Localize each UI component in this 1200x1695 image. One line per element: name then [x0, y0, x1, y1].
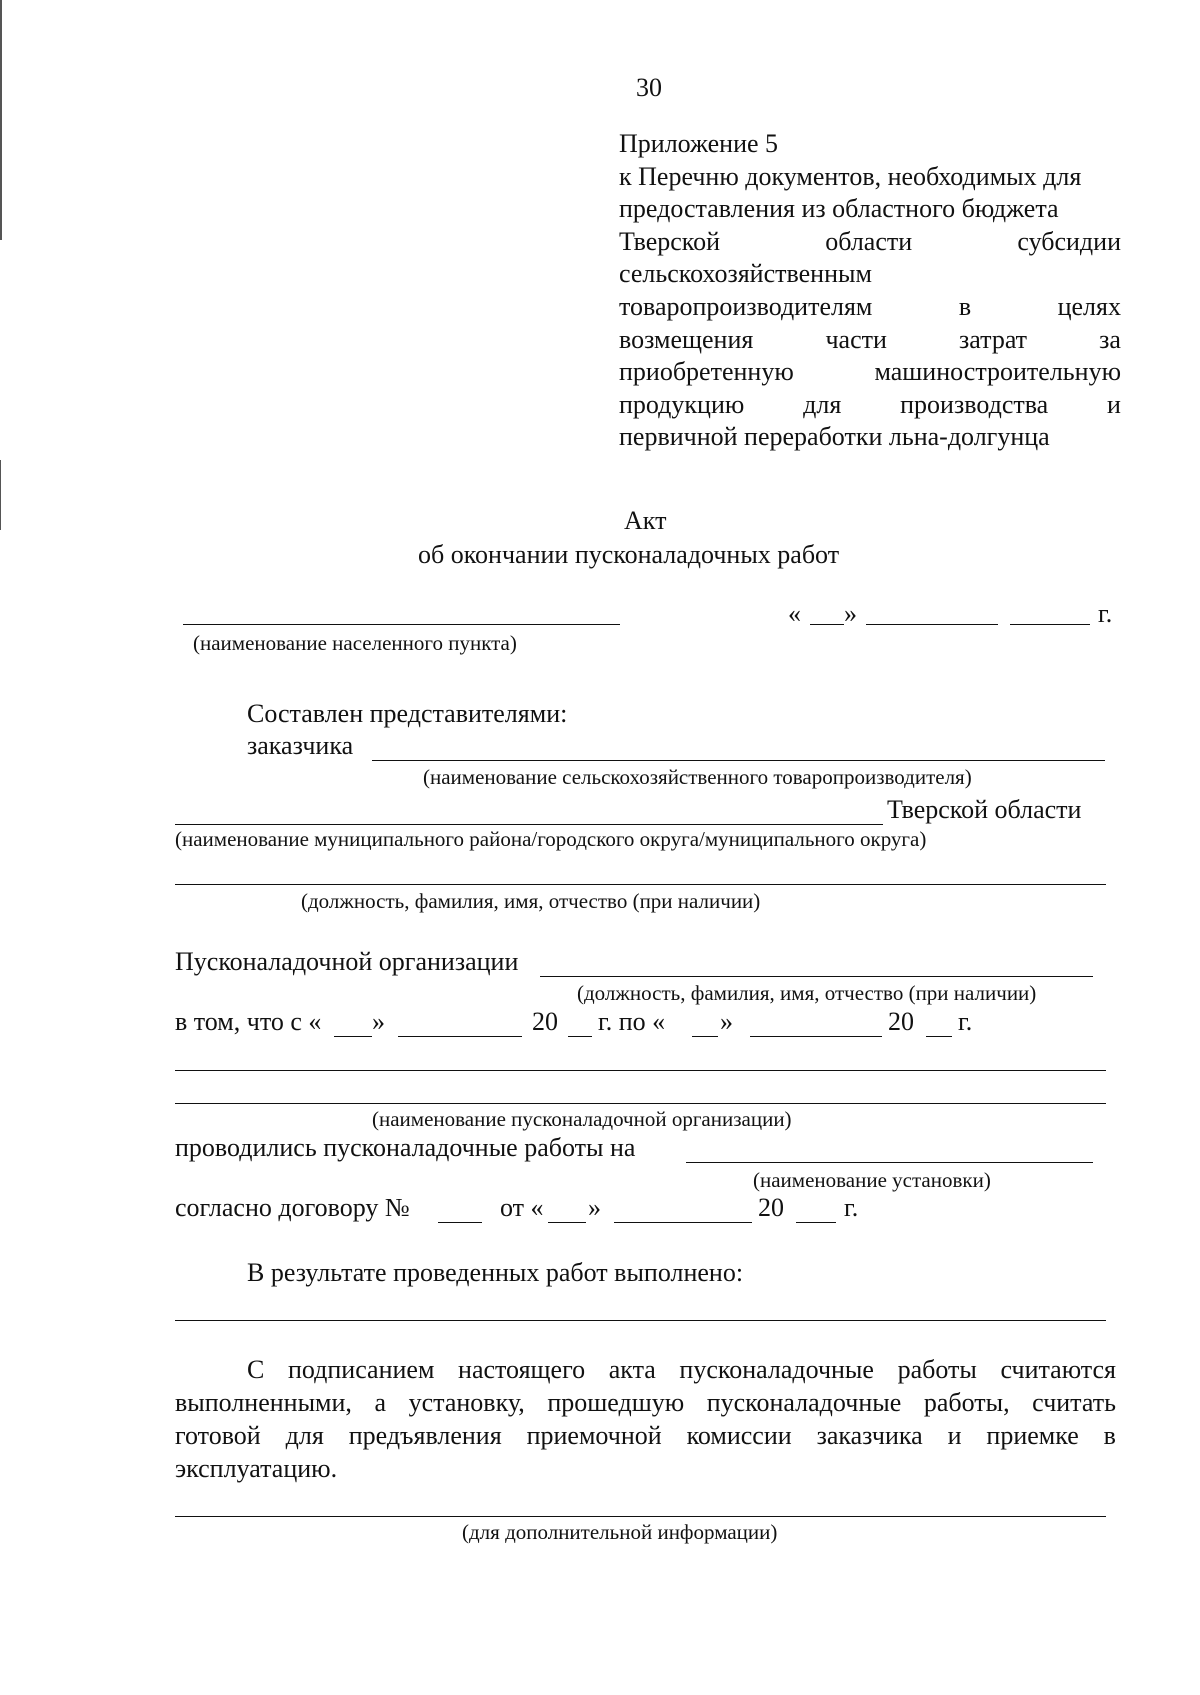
word: заказчика — [816, 1421, 923, 1450]
org-name-caption: (наименование пусконаладочной организации) — [372, 1107, 792, 1131]
word: продукцию — [619, 389, 745, 419]
date-year-line[interactable] — [1010, 624, 1090, 625]
conclusion-line — [175, 1420, 1116, 1452]
works-label: проводились пусконаладочные работы на — [175, 1133, 636, 1162]
customer-field-line[interactable] — [372, 760, 1105, 761]
word: машиностроительную — [874, 357, 1121, 387]
contract-day-line[interactable] — [548, 1222, 586, 1223]
word: субсидии — [1017, 226, 1121, 256]
word: и — [947, 1421, 962, 1450]
scan-edge-mark — [0, 460, 1, 530]
contract-year-suffix: г. — [844, 1193, 859, 1222]
word: части — [825, 324, 887, 354]
date-month-line[interactable] — [866, 624, 998, 625]
word: предъявления — [348, 1421, 502, 1450]
appendix-line: сельскохозяйственным — [619, 259, 872, 289]
word: комиссии — [686, 1421, 792, 1450]
word: за — [1099, 324, 1121, 354]
word: готовой — [175, 1421, 261, 1450]
word: а — [374, 1388, 387, 1417]
word: производства — [900, 389, 1049, 419]
appendix-line — [619, 226, 1121, 259]
extra-info-caption: (для дополнительной информации) — [462, 1520, 778, 1544]
appendix-line: к Перечню документов, необходимых для — [619, 161, 1082, 191]
period-end-suffix: г. — [958, 1007, 973, 1036]
period-middle: г. по « — [598, 1007, 666, 1036]
word: в — [1103, 1421, 1116, 1450]
word: прошедшую — [547, 1388, 685, 1417]
conclusion-line — [175, 1354, 1116, 1386]
word: и — [1107, 389, 1121, 419]
word: возмещения — [619, 324, 754, 354]
date-day-line[interactable] — [810, 624, 844, 625]
commissioning-org-label: Пусконаладочной организации — [175, 947, 519, 976]
org-name-line[interactable] — [175, 1070, 1106, 1071]
word: считаются — [1000, 1355, 1116, 1384]
word: настоящего — [458, 1355, 586, 1384]
word: подписанием — [287, 1355, 435, 1384]
date-close-quote: » — [844, 599, 857, 628]
result-field-line[interactable] — [175, 1320, 1106, 1321]
composed-intro: Составлен представителями: — [247, 699, 568, 728]
result-label: В результате проведенных работ выполнено: — [247, 1258, 744, 1287]
place-caption: (наименование населенного пункта) — [193, 631, 517, 655]
region-caption: (наименование муниципального района/городского округа/муниципального округа) — [175, 827, 927, 851]
page-number: 30 — [636, 73, 662, 102]
word: работы, — [923, 1388, 1010, 1417]
date-open-quote: « — [788, 599, 801, 628]
appendix-block — [619, 128, 1121, 454]
appendix-line — [619, 324, 1121, 357]
commissioning-person-caption: (должность, фамилия, имя, отчество (при наличии) — [577, 981, 1037, 1005]
place-field-line[interactable] — [183, 624, 620, 625]
extra-info-line[interactable] — [175, 1516, 1106, 1517]
word: С — [247, 1355, 265, 1384]
appendix-line: первичной переработки льна-долгунца — [619, 422, 1050, 452]
period-start-year-line[interactable] — [568, 1036, 592, 1037]
period-prefix: в том, что с « — [175, 1007, 322, 1036]
word: товаропроизводителям — [619, 291, 873, 321]
word: приобретенную — [619, 357, 794, 387]
region-suffix: Тверской области — [887, 795, 1082, 824]
period-quote-close: » — [372, 1007, 385, 1036]
date-year-suffix: г. — [1098, 599, 1113, 628]
conclusion-line: эксплуатацию. — [175, 1454, 338, 1483]
org-name-line-2[interactable] — [175, 1103, 1106, 1104]
commissioning-person-line[interactable] — [540, 976, 1093, 977]
word: приемке — [986, 1421, 1079, 1450]
contract-month-line[interactable] — [614, 1222, 752, 1223]
contract-year-line[interactable] — [796, 1222, 836, 1223]
region-field-line[interactable] — [175, 824, 883, 825]
word: для — [803, 389, 842, 419]
word: считать — [1032, 1388, 1116, 1417]
contract-from-label: от « — [500, 1193, 544, 1222]
installation-caption: (наименование установки) — [753, 1168, 991, 1192]
appendix-line: предоставления из областного бюджета — [619, 194, 1059, 224]
appendix-line — [619, 356, 1121, 389]
period-start-month-line[interactable] — [398, 1036, 522, 1037]
contract-number-line[interactable] — [438, 1222, 482, 1223]
word: для — [285, 1421, 324, 1450]
word: пусконаладочные — [679, 1355, 874, 1384]
period-end-century: 20 — [888, 1007, 914, 1036]
word: Тверской — [619, 226, 721, 256]
document-subtitle: об окончании пусконаладочных работ — [418, 540, 840, 569]
period-start-century: 20 — [532, 1007, 558, 1036]
customer-person-caption: (должность, фамилия, имя, отчество (при наличии) — [301, 889, 761, 913]
appendix-line — [619, 389, 1121, 422]
appendix-title: Приложение 5 — [619, 129, 779, 158]
word: пусконаладочные — [706, 1388, 902, 1417]
period-end-day-line[interactable] — [692, 1036, 718, 1037]
word: в — [958, 291, 972, 321]
word: акта — [608, 1355, 656, 1384]
word: затрат — [959, 324, 1028, 354]
customer-person-line[interactable] — [175, 884, 1106, 885]
period-start-day-line[interactable] — [334, 1036, 372, 1037]
period-quote-close: » — [720, 1007, 733, 1036]
word: выполненными, — [175, 1388, 352, 1417]
contract-label: согласно договору № — [175, 1193, 410, 1222]
period-end-month-line[interactable] — [750, 1036, 882, 1037]
period-end-year-line[interactable] — [926, 1036, 952, 1037]
word: области — [825, 226, 913, 256]
installation-line[interactable] — [686, 1162, 1093, 1163]
appendix-line — [619, 291, 1121, 324]
scan-edge-mark — [0, 0, 2, 240]
conclusion-line — [175, 1387, 1116, 1419]
word: целях — [1057, 291, 1121, 321]
document-title: Акт — [624, 506, 667, 535]
customer-caption: (наименование сельскохозяйственного товаропроизводителя) — [423, 765, 972, 789]
word: установку, — [408, 1388, 525, 1417]
customer-label: заказчика — [247, 731, 354, 760]
word: приемочной — [526, 1421, 662, 1450]
contract-century: 20 — [758, 1193, 784, 1222]
contract-quote-close: » — [588, 1193, 601, 1222]
word: работы — [897, 1355, 977, 1384]
